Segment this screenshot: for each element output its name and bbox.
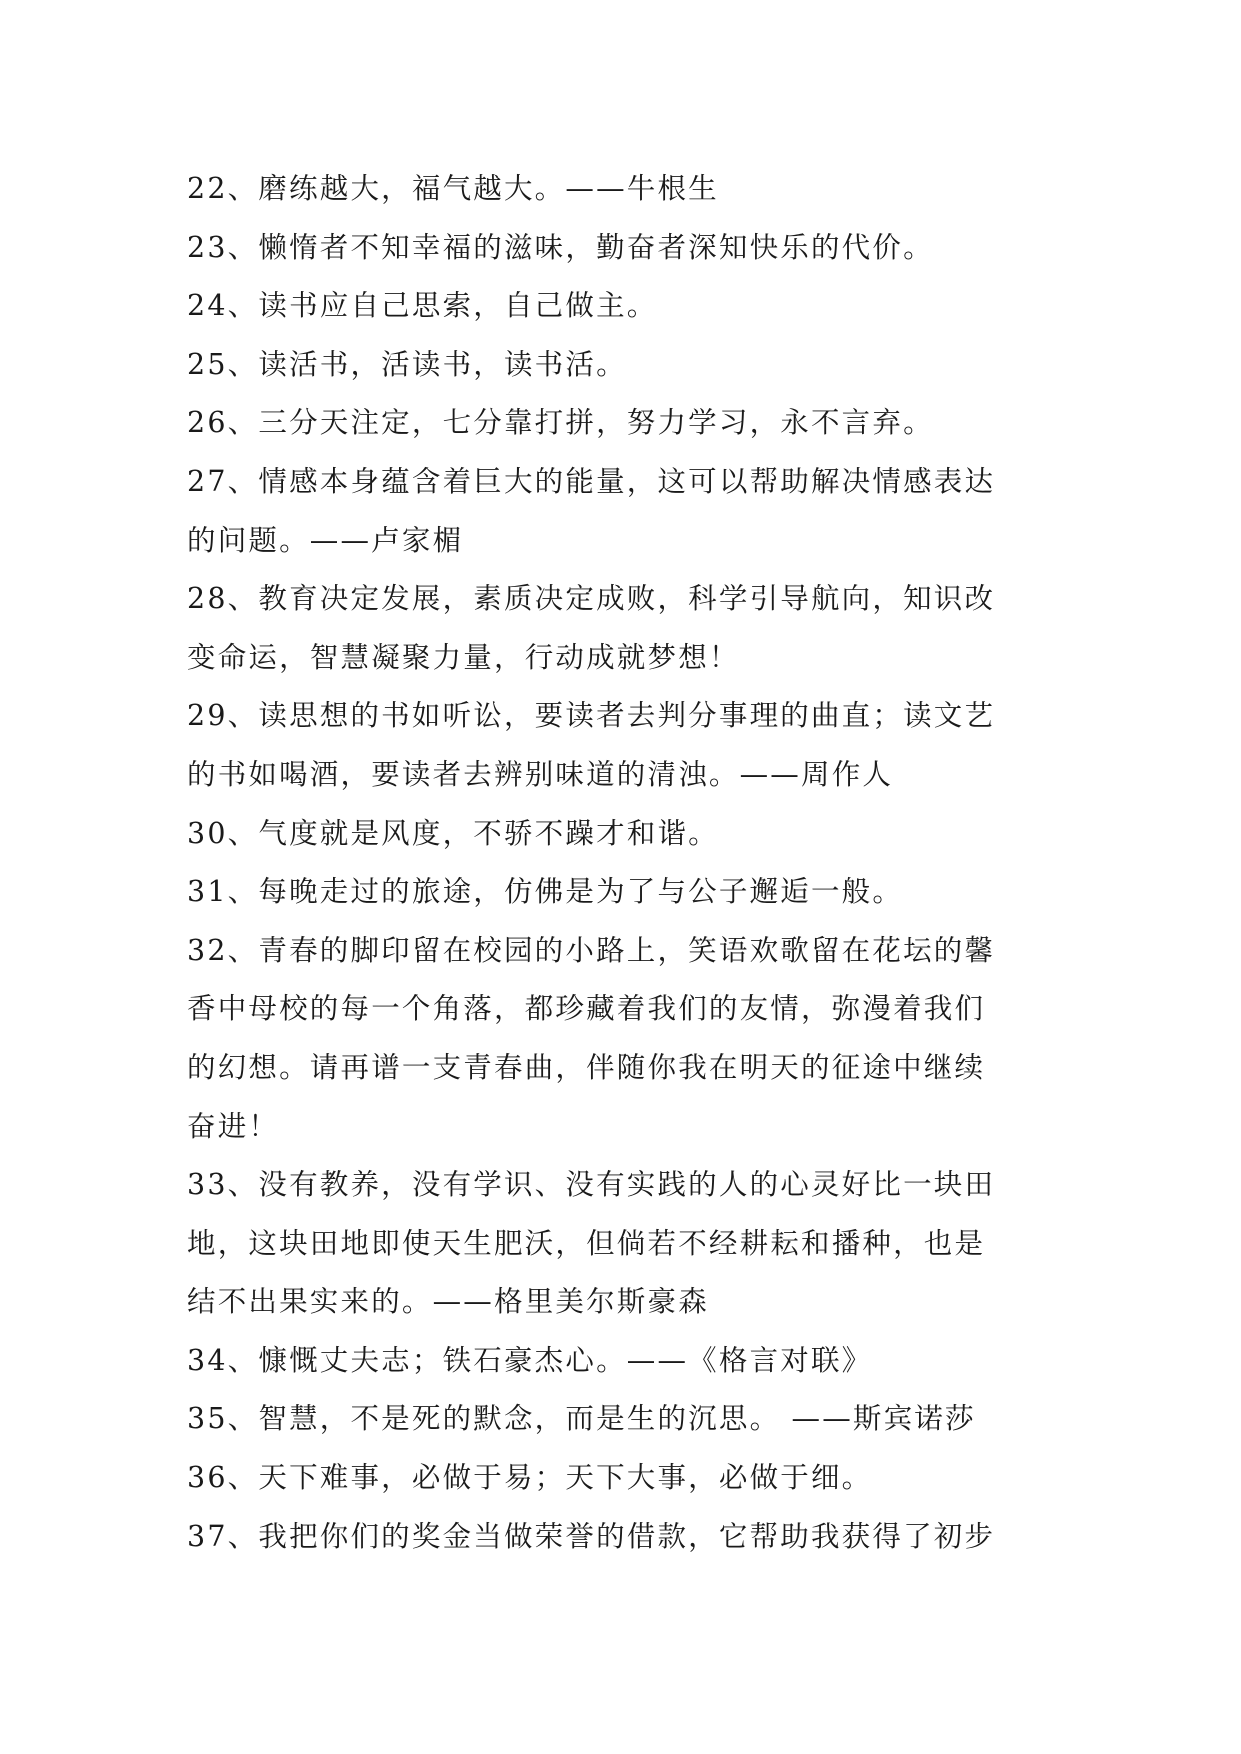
quote-list — [187, 160, 1057, 1566]
text-line: 地，这块田地即使天生肥沃，但倘若不经耕耘和播种，也是 — [187, 1226, 986, 1260]
text-line: 26、三分天注定，七分靠打拼，努力学习，永不言弃。 — [187, 406, 934, 440]
text-line: 的问题。——卢家楣 — [187, 523, 464, 557]
text-line: 奋进！ — [187, 1109, 280, 1143]
text-line: 变命运，智慧凝聚力量，行动成就梦想！ — [187, 640, 740, 674]
text-line: 28、教育决定发展，素质决定成败，科学引导航向，知识改 — [187, 582, 996, 616]
text-line: 24、读书应自己思索，自己做主。 — [187, 289, 658, 323]
text-line: 37、我把你们的奖金当做荣誉的借款，它帮助我获得了初步 — [187, 1519, 996, 1553]
text-line: 32、青春的脚印留在校园的小路上，笑语欢歌留在花坛的馨 — [187, 933, 996, 967]
text-line: 25、读活书，活读书，读书活。 — [187, 347, 627, 381]
text-line: 22、磨练越大，福气越大。——牛根生 — [187, 172, 719, 205]
text-line: 香中母校的每一个角落，都珍藏着我们的友情，弥漫着我们 — [187, 992, 986, 1026]
text-line: 29、读思想的书如听讼，要读者去判分事理的曲直；读文艺 — [187, 699, 996, 733]
text-line: 27、情感本身蕴含着巨大的能量，这可以帮助解决情感表达 — [187, 464, 996, 498]
text-line: 36、天下难事，必做于易；天下大事，必做于细。 — [187, 1461, 873, 1495]
text-line: 结不出果实来的。——格里美尔斯豪森 — [187, 1285, 709, 1319]
text-line: 的书如喝酒，要读者去辨别味道的清浊。——周作人 — [187, 757, 894, 791]
text-line: 33、没有教养，没有学识、没有实践的人的心灵好比一块田 — [187, 1168, 996, 1202]
text-line: 的幻想。请再谱一支青春曲，伴随你我在明天的征途中继续 — [187, 1050, 986, 1084]
text-line: 23、懒惰者不知幸福的滋味，勤奋者深知快乐的代价。 — [187, 230, 934, 264]
text-line: 30、气度就是风度，不骄不躁才和谐。 — [187, 816, 719, 850]
text-line: 34、慷慨丈夫志；铁石豪杰心。——《格言对联》 — [187, 1343, 873, 1377]
text-line: 35、智慧，不是死的默念，而是生的沉思。 ——斯宾诺莎 — [187, 1402, 976, 1436]
text-line: 31、每晚走过的旅途，仿佛是为了与公子邂逅一般。 — [187, 875, 904, 909]
